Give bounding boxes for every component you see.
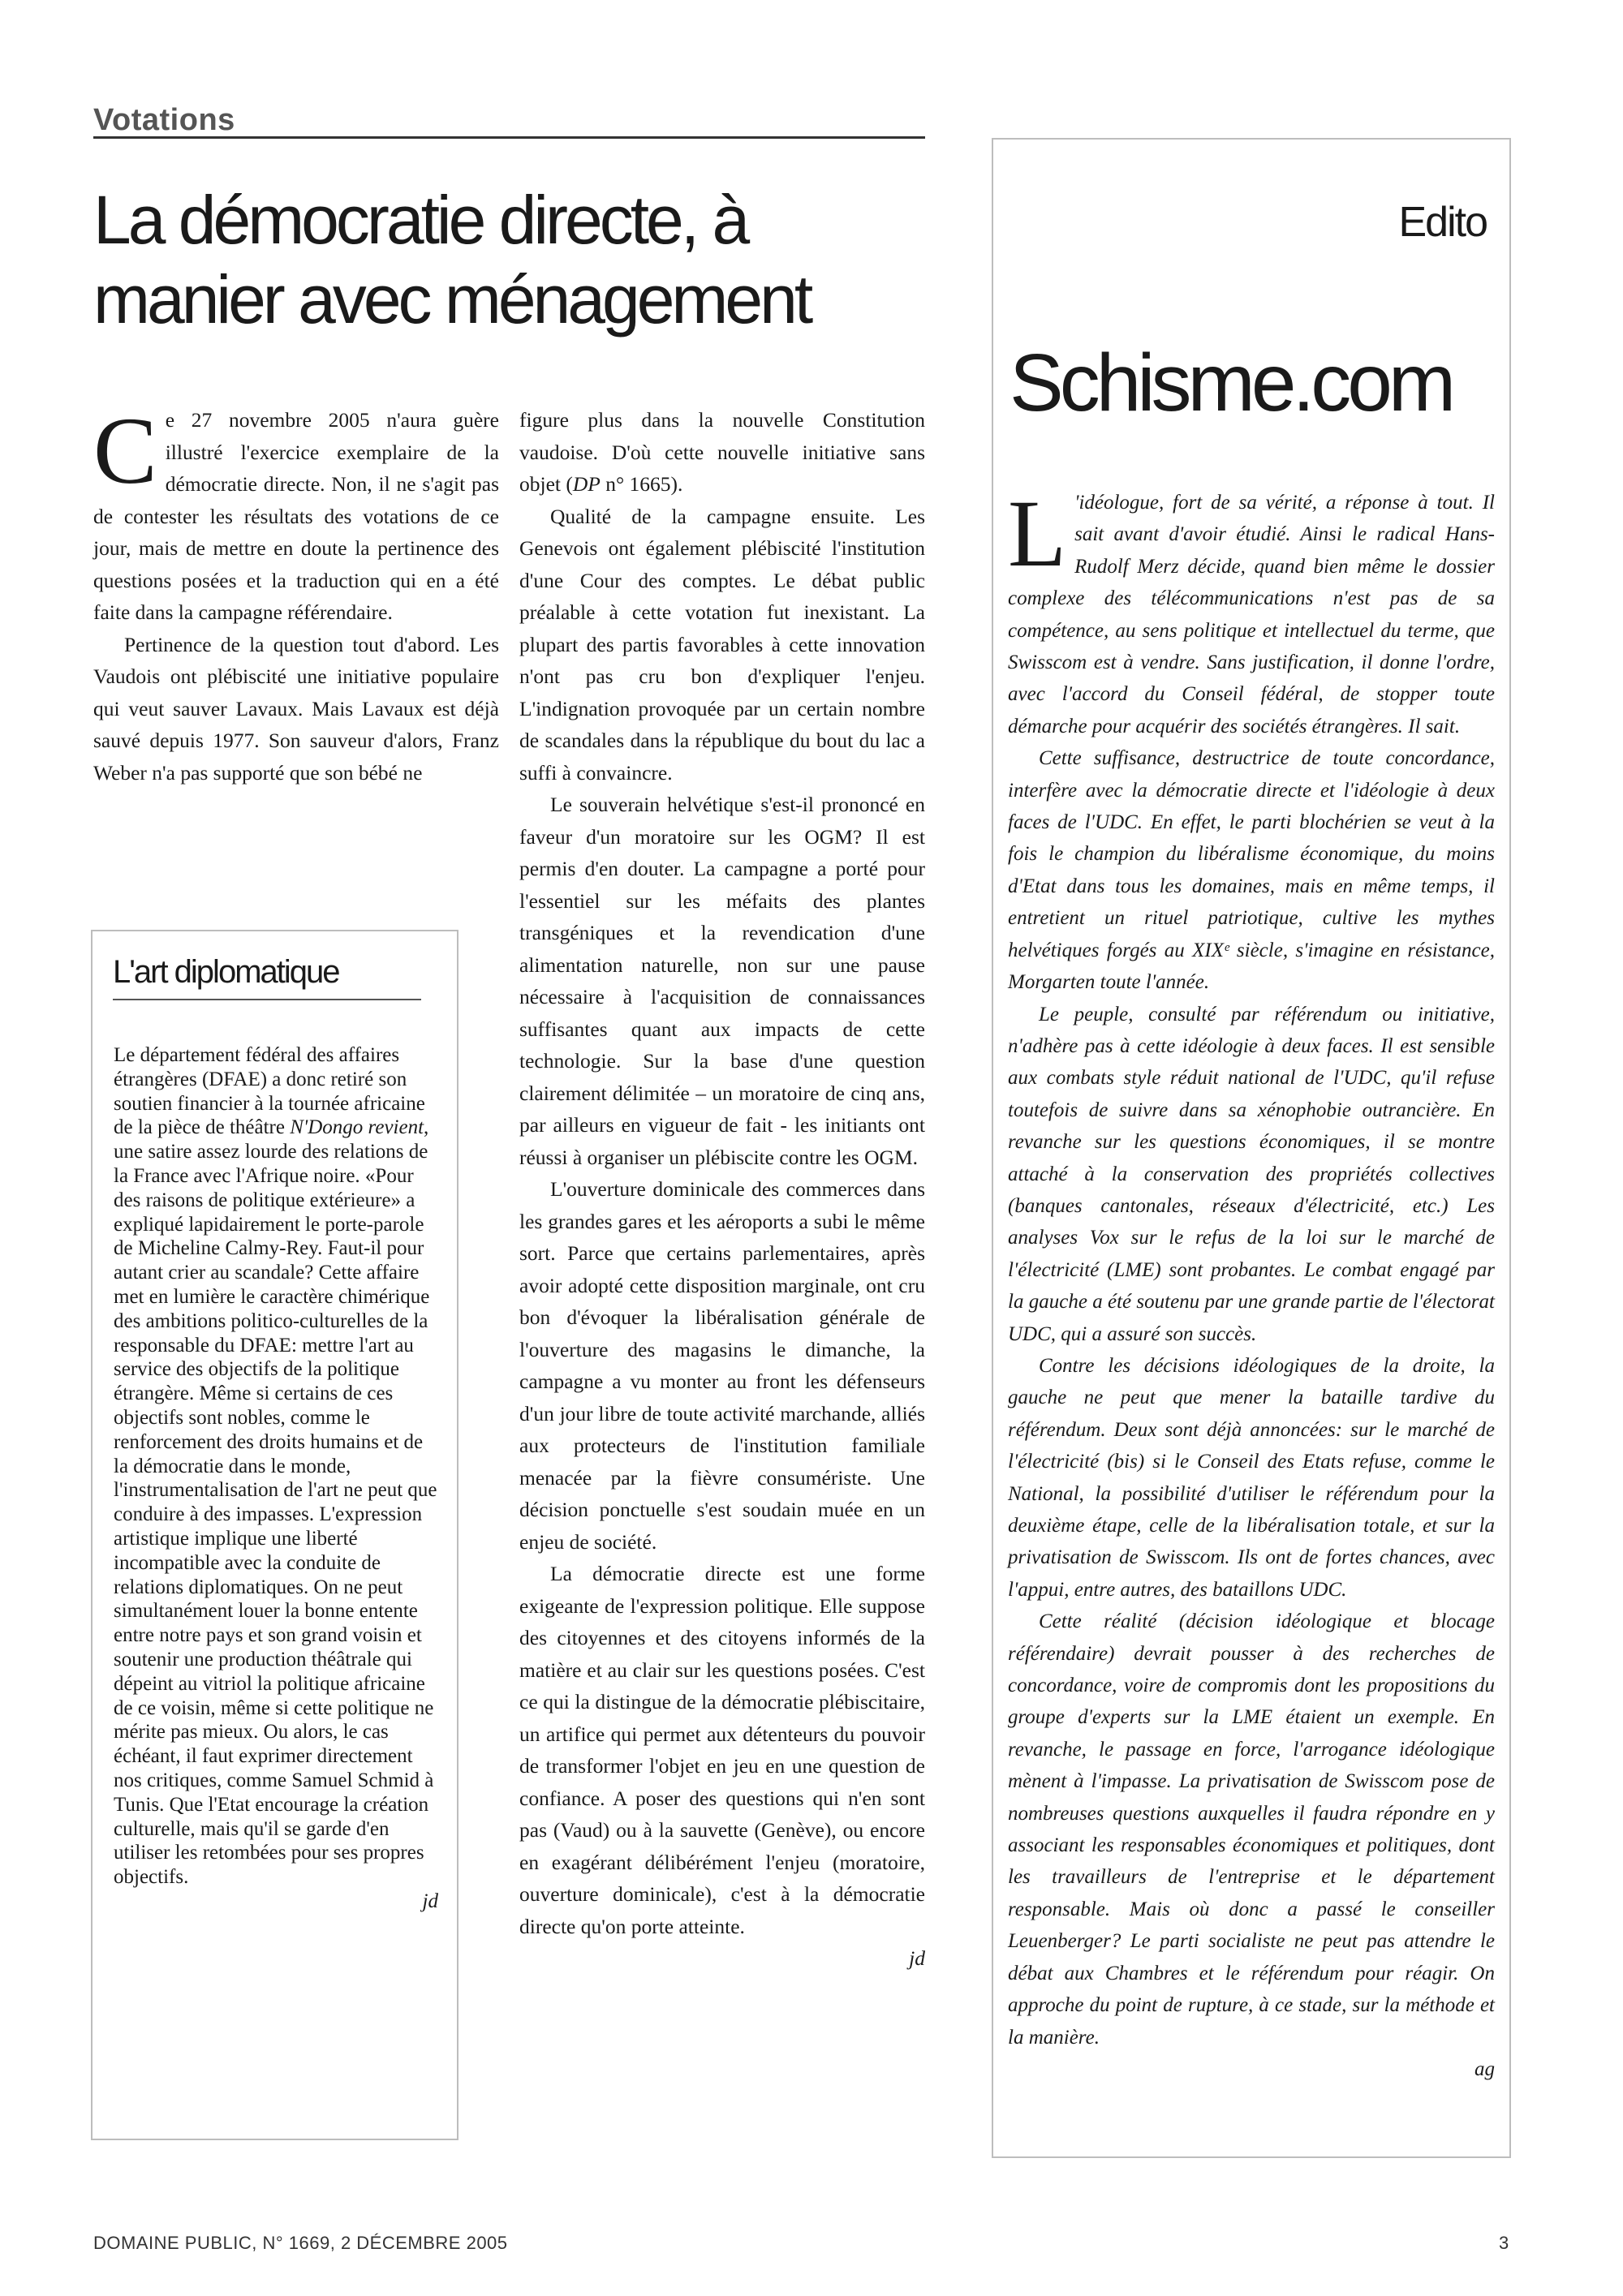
article-headline: La démocratie directe, à manier avec ménagement	[93, 182, 811, 338]
edito-paragraph: Contre les décisions idéologiques de la droite, la gauche ne peut que mener la bataille tardive du référendum. Deux sont déjà annoncées: sur le marché de l'électricité (bis) si le Conseil des Etats refuse, comme le National, la possibilité d'utiliser le référendum pour la deuxième étape, celle de la libéralisation totale, et sur la privatisation de Swisscom. Ils ont de fortes chances, avec l'appui, entre autres, des bataillons UDC.	[1008, 1354, 1495, 1601]
article-paragraph: L'ouverture dominicale des commerces dans les grandes gares et les aéroports a subi le même sort. Parce que certains parlementaires, après avoir adopté cette disposition marginale, ont cru bon d'évoquer la libéralisation générale de l'ouverture des magasins le dimanche, la campagne a vu monter au front les défenseurs d'un jour libre de toute activité marchande, alliés aux protecteurs de l'institution familiale menacée par la fièvre consumériste. Une décision ponctuelle s'est soudain muée en un enjeu de société.	[519, 1177, 925, 1554]
article-paragraph: Pertinence de la question tout d'abord. Les Vaudois ont plébiscité une initiative populaire qui veut sauver Lavaux. Mais Lavaux est déjà sauvé depuis 1977. Son sauveur d'alors, Franz Weber n'a pas supporté que son bébé ne	[93, 632, 499, 785]
paragraph-text: n° 1665).	[600, 472, 683, 496]
edito-dropcap: L	[1008, 480, 1067, 587]
article-paragraph: La démocratie directe est une forme exigeante de l'expression politique. Elle suppose des citoyennes et des citoyens informés de la matière et au clair sur les questions posées. C'est ce qui la distingue de la démocratie plébiscitaire, un artifice qui permet aux détenteurs du pouvoir de transformer l'objet en jeu en une question de confiance. A poser des questions qui n'en sont pas (Vaud) ou à la sauvette (Genève), ou encore en exagérant délibérément l'enjeu (moratoire, ouverture dominicale), c'est à la démocratie directe qu'on porte atteinte.	[519, 1562, 925, 1938]
edito-paragraph: Cette suffisance, destructrice de toute concordance, interfère avec la démocratie directe et l'idéologie à deux faces de l'UDC. En effet, le parti blochérien se veut à la fois le champion du libéralisme économique, du moins d'Etat dans tous les domaines, mais en même temps, il entretient un rituel patriotique, cultive les mythes helvétiques forgés au XIXᵉ siècle, s'imagine en résistance, Morgarten toute l'année.	[1008, 747, 1495, 994]
article-column-1	[93, 398, 499, 789]
article-paragraph: Qualité de la campagne ensuite. Les Genevois ont également plébiscité l'institution d'une Cour des comptes. Le débat public préalable à cette votation fut inexistant. La plupart des partis favorables à cette innovation n'ont pas cru bon d'expliquer l'enjeu. L'indignation provoquée par un certain nombre de scandales dans la république du bout du lac a suffi à convaincre.	[519, 504, 925, 785]
section-label: Votations	[93, 104, 235, 136]
edito-title: Schisme.com	[1010, 338, 1453, 428]
article-signature: jd	[909, 1946, 925, 1970]
sidebar-title: L'art diplomatique	[113, 952, 421, 1000]
paragraph-text: figure plus dans la nouvelle Constitution vaudoise. D'où cette nouvelle initiative sans objet (	[519, 408, 925, 496]
edito-paragraph: Le peuple, consulté par référendum ou initiative, n'adhère pas à cette idéologie à deux faces. Il est sensible aux combats style réduit national de l'UDC, qu'il refuse toutefois de suivre dans sa xénophobie outrancière. En revanche sur les questions économiques, il se montre attaché à la conservation des propriétés collectives (banques cantonales, réseaux d'électricité, etc.) Les analyses Vox sur le refus de la loi sur le marché de l'électricité (LME) sont probantes. Le combat engagé par la gauche a été soutenu par une grande partie de l'électorat UDC, qui a assuré son succès.	[1008, 1003, 1495, 1345]
article-dropcap: C	[93, 398, 157, 504]
play-title: N'Dongo revient	[290, 1116, 424, 1139]
sidebar-text: , une satire assez lourde des relations de la France avec l'Afrique noire. «Pour des raisons de politique extérieure» a expliqué lapidairement le porte-parole de Micheline Calmy-Rey. Faut-il pour autant crier au scandale? Cette affaire met en lumière le caractère chimérique des ambitions politico-culturelles de la responsable du DFAE: mettre l'art au service des objectifs de la politique étrangère. Même si certains de ces objectifs sont nobles, comme le renforcement des droits humains et de la démocratie dans le monde, l'instrumentalisation de l'art ne peut que conduire à des impasses. L'expression artistique implique une liberté incompatible avec la conduite de relations diplomatiques. On ne peut simultanément louer la bonne entente entre notre pays et son grand voisin et soutenir une production théâtrale qui dépeint au vitriol la politique africaine de ce voisin, même si cette politique ne mérite pas mieux. Ou alors, le cas échéant, il faut exprimer directement nos critiques, comme Samuel Schmid à Tunis. Que l'Etat encourage la création culturelle, mais qu'il se garde d'en utiliser les retombées pour ses propres objectifs.	[114, 1116, 437, 1889]
page-number: 3	[1499, 2233, 1509, 2253]
sidebar-box	[91, 930, 458, 2140]
article-paragraph	[519, 404, 925, 501]
edito-body	[1008, 480, 1495, 2085]
edito-signature: ag	[1474, 2057, 1495, 2080]
edito-label: Edito	[1398, 199, 1487, 246]
paragraph-text: 'idéologue, fort de sa vérité, a réponse à tout. Il sait avant d'avoir étudié. Ainsi le radical Hans-Rudolf Merz décide, quand bien même le dossier complexe des télécommunications n'est pas de sa compétence, au sens politique et intellectuel du terme, que Swisscom est à vendre. Sans justification, il donne l'ordre, avec l'accord du Conseil fédéral, de stopper toute démarche pour acquérir des sociétés étrangères. Il sait.	[1008, 492, 1495, 737]
sidebar-signature: jd	[422, 1890, 438, 1912]
edito-paragraph	[1008, 480, 1495, 742]
paragraph-text: e 27 novembre 2005 n'aura guère illustré l'exercice exemplaire de la démocratie directe. Non, il ne s'agit pas de contester les résultats des votations de ce jour, mais de mettre en doute la pertinence des questions posées et la traduction qui en a été faite dans la campagne référendaire.	[93, 408, 499, 624]
section-rubric	[93, 104, 925, 139]
footer-publication: DOMAINE PUBLIC, N° 1669, 2 DÉCEMBRE 2005	[93, 2233, 508, 2253]
edito-paragraph: Cette réalité (décision idéologique et blocage référendaire) devrait pousser à des recherches de concordance, voire de compromis dont les propositions du groupe d'experts sur la LME étaient un exemple. En revanche, le passage en force, l'arrogance idéologique mènent à l'impasse. La privatisation de Swisscom pose de nombreuses questions auxquelles il faudra répondre en y associant les responsables économiques et politiques, dont les travailleurs de l'entreprise et le département responsable. Mais où donc a passé le conseiller Leuenberger? Le parti socialiste ne peut pas attendre le débat aux Chambres et le référendum pour réagir. On approche du point de rupture, à ce stade, sur la méthode et la manière.	[1008, 1610, 1495, 2049]
sidebar-body	[114, 1043, 438, 1914]
edito-box	[992, 138, 1511, 2158]
article-paragraph	[93, 398, 499, 629]
article-paragraph: Le souverain helvétique s'est-il prononcé en faveur d'un moratoire sur les OGM? Il est permis d'en douter. La campagne a porté pour l'essentiel sur les méfaits des plantes transgéniques et la revendication d'une alimentation naturelle, non sur une pause nécessaire à l'acquisition de connaissances suffisantes quant aux impacts de cette technologie. Sur la base d'une question clairement délimitée – un moratoire de cinq ans, par ailleurs en vigueur de fait - les initiants ont réussi à organiser un plébiscite contre les OGM.	[519, 793, 925, 1169]
sidebar-text: Le département fédéral des affaires étrangères (DFAE) a donc retiré son soutien financier à la tournée africaine de la pièce de théâtre	[114, 1044, 425, 1139]
publication-reference: DP	[572, 472, 601, 496]
article-column-2	[519, 404, 925, 1975]
